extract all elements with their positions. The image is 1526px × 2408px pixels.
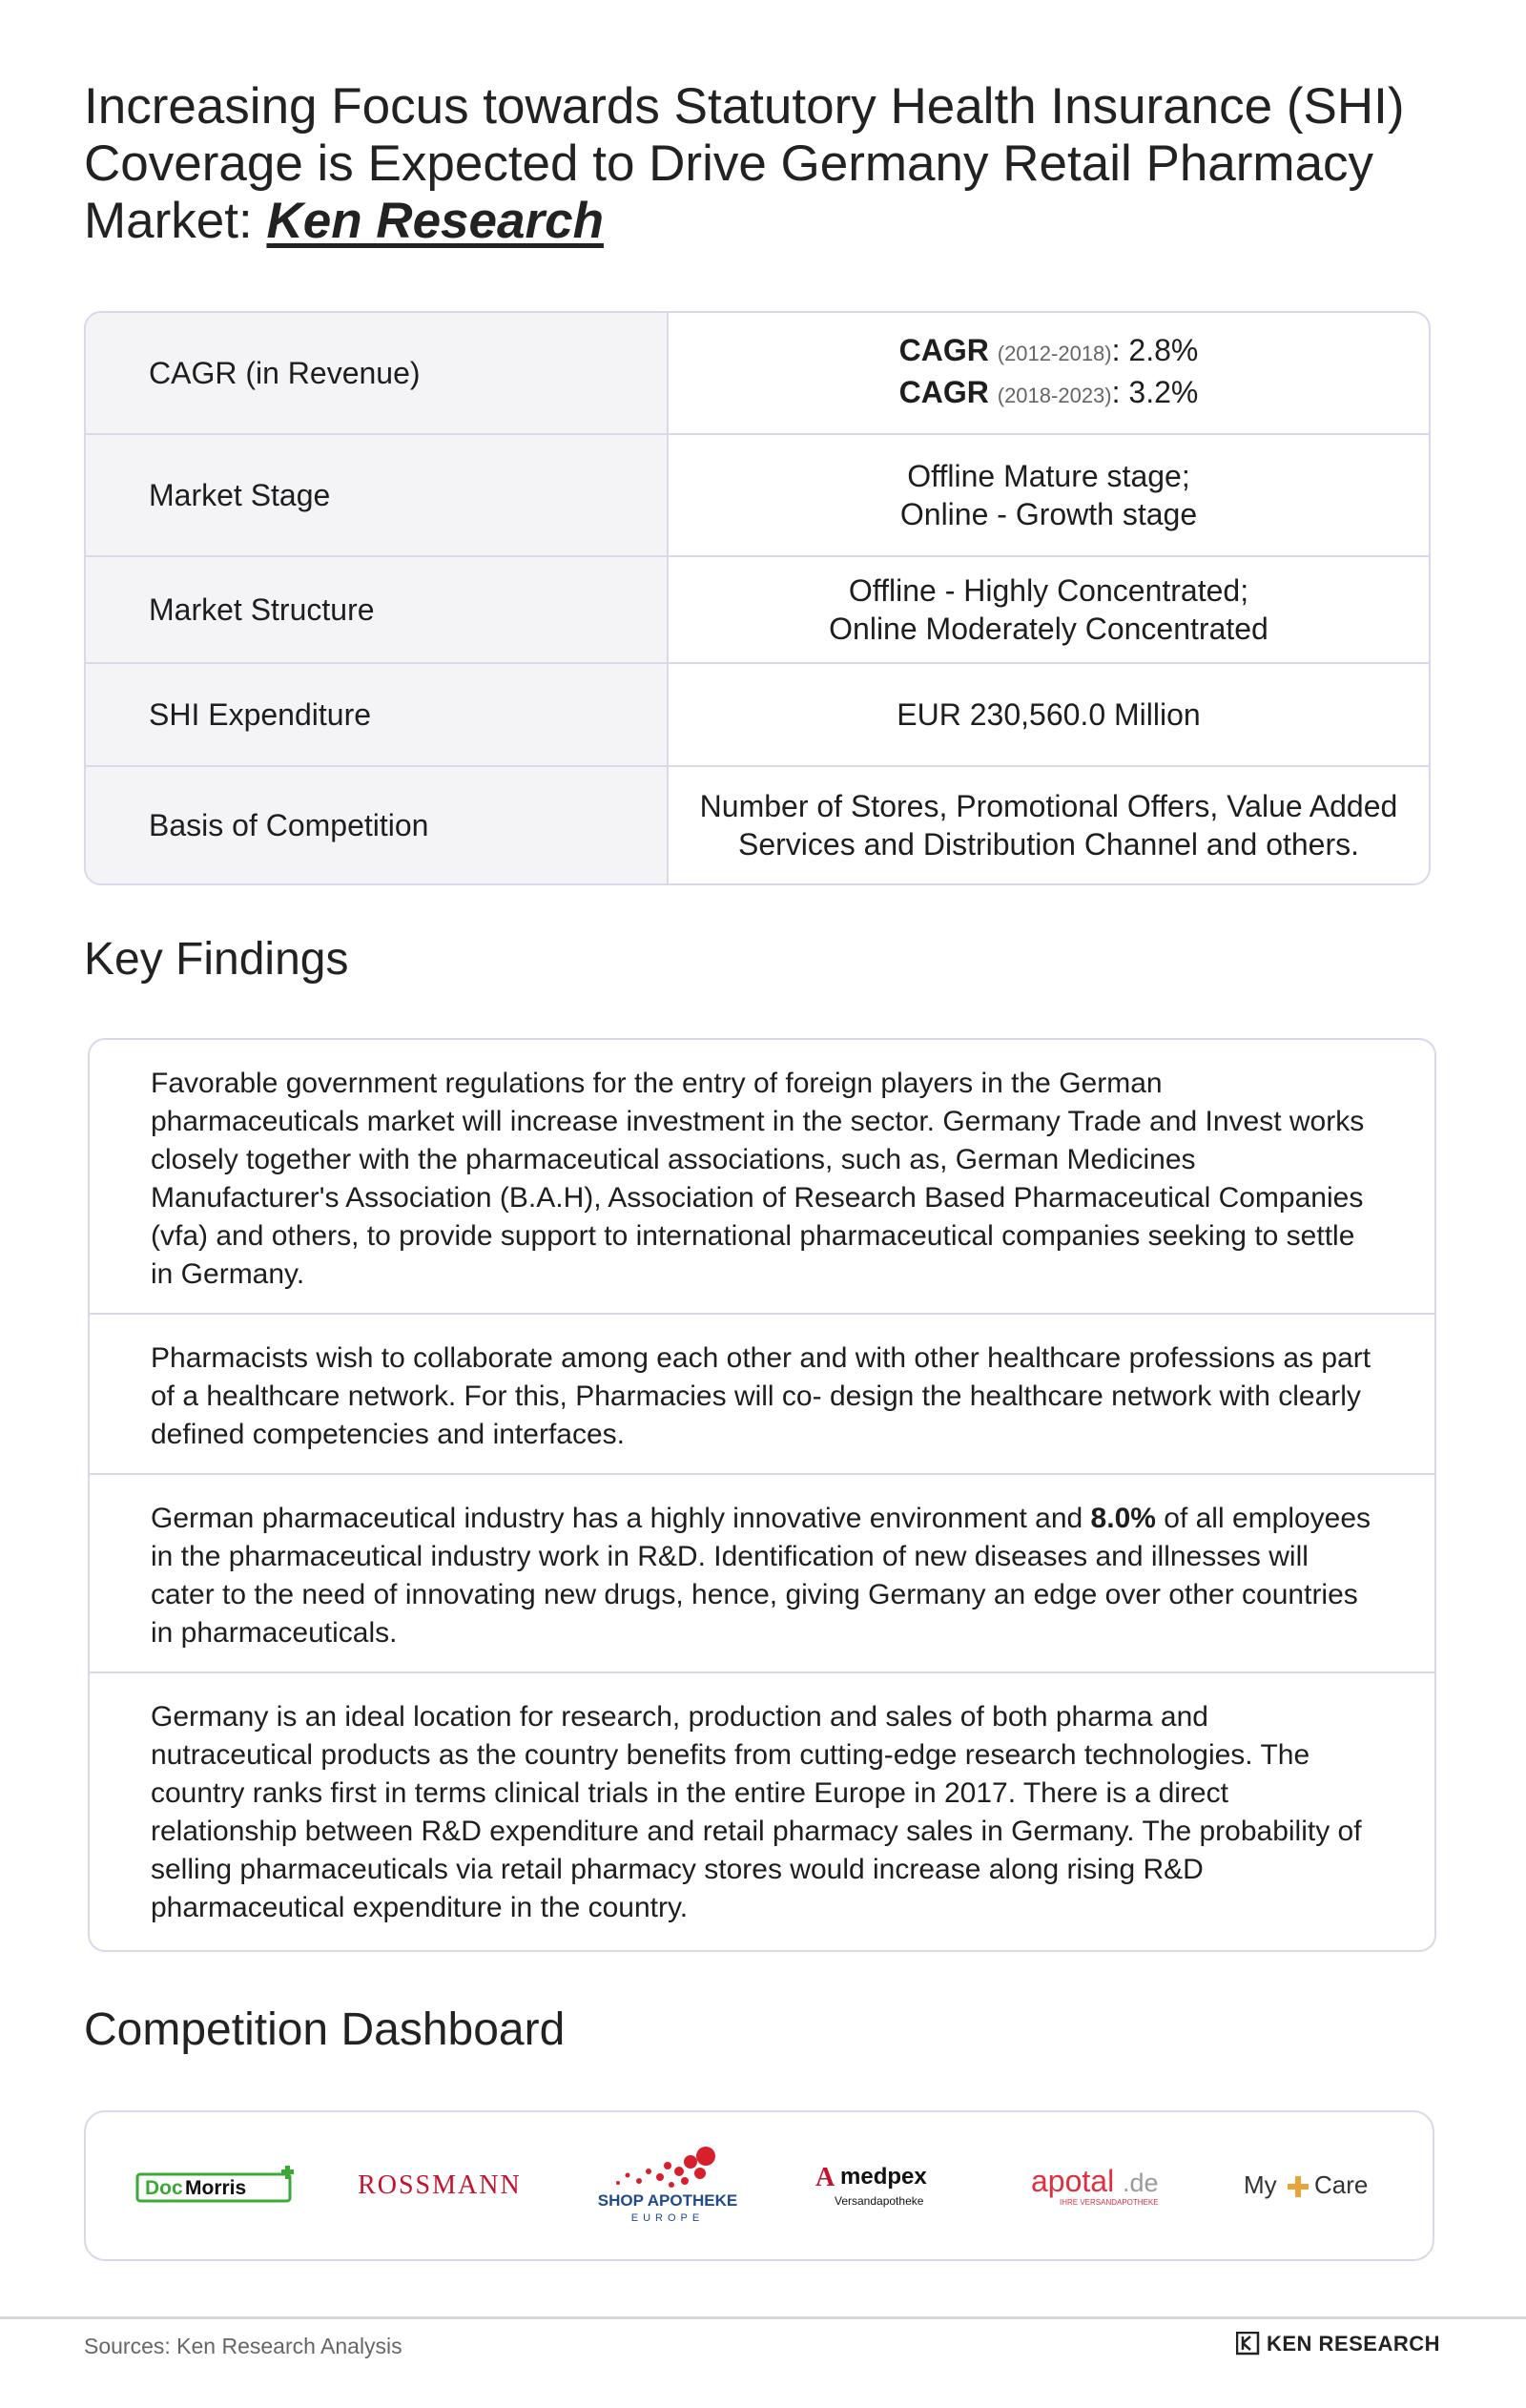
finding-item: Favorable government regulations for the entry of foreign players in the German pharmaceuticals market will increase investment in the sector. Germany Trade and Invest works closely together with the pharmaceutical associations, such as, German Medicines Manufacturer's Association (B.A.H), Association of Research Based Pharmaceutical Companies (vfa) and others, to provide support to international pharmaceutical companies seeking to settle in Germany.: [90, 1040, 1434, 1315]
ken-research-logo: KEN RESEARCH: [1236, 2332, 1440, 2356]
finding-item: Pharmacists wish to collaborate among each other and with other healthcare professions as part of a healthcare network. For this, Pharmacies will co- design the healthcare network with clearly defined competencies and interfaces.: [90, 1315, 1434, 1475]
summary-label: Market Stage: [86, 435, 669, 555]
summary-row-cagr: [86, 313, 1429, 435]
finding-item: Germany is an ideal location for research, production and sales of both pharma and nutraceutical products as the country benefits from cutting-edge research technologies. The country ranks first in terms clinical trials in the entire Europe in 2017. There is a direct relationship between R&D expenditure and retail pharmacy sales in Germany. The probability of selling pharmaceuticals via retail pharmacy stores would increase along rising R&D pharmaceutical expenditure in the country.: [151, 1701, 1362, 1923]
mycare-logo: [1240, 2165, 1383, 2207]
svg-text:apotal: apotal: [1030, 2164, 1115, 2198]
svg-text:.de: .de: [1122, 2169, 1159, 2197]
cagr-line-1: CAGR (2012-2018): 2.8%: [898, 333, 1199, 367]
summary-value: Offline - Highly Concentrated; Online Moderately Concentrated: [829, 573, 1268, 646]
svg-text:SHOP APOTHEKE: SHOP APOTHEKE: [597, 2191, 738, 2210]
key-findings-list: [88, 1038, 1436, 1952]
summary-row-market-stage: [86, 435, 1429, 557]
finding-item: German pharmaceutical industry has a highly innovative environment and 8.0% of all employees in the pharmaceutical industry work in R&D. Identification of new diseases and illnesses will cater to the need of innovating new drugs, hence, giving Germany an edge over other countries in pharmaceuticals.: [90, 1475, 1434, 1673]
page-title: [84, 78, 1457, 250]
svg-text:medpex: medpex: [840, 2164, 928, 2190]
svg-text:IHRE VERSANDAPOTHEKE: IHRE VERSANDAPOTHEKE: [1059, 2198, 1159, 2207]
summary-label: Basis of Competition: [86, 767, 669, 883]
competitor-logos: [84, 2110, 1434, 2261]
svg-text:Care: Care: [1314, 2170, 1369, 2199]
summary-row-market-structure: [86, 557, 1429, 664]
title-main: Increasing Focus towards Statutory Health Insurance (SHI) Coverage is Expected to Drive Germany Retail Pharmacy Market:: [84, 78, 1405, 249]
svg-text:EUROPE: EUROPE: [630, 2212, 705, 2224]
sources-note: Sources: Ken Research Analysis: [84, 2334, 402, 2358]
medpex-logo: [814, 2157, 966, 2214]
summary-label: CAGR (in Revenue): [86, 313, 669, 433]
rossmann-logo: ROSSMANN: [358, 2170, 522, 2200]
ken-research-mark-icon: [1236, 2332, 1261, 2356]
cagr-line-2: CAGR (2018-2023): 3.2%: [898, 375, 1199, 409]
docmorris-text-a: Doc: [144, 2177, 183, 2199]
summary-value: EUR 230,560.0 Million: [897, 697, 1201, 732]
summary-label: Market Structure: [86, 557, 669, 662]
summary-value: Number of Stores, Promotional Offers, Value Added Services and Distribution Channel and others.: [699, 789, 1398, 861]
competition-dashboard-heading: Competition Dashboard: [84, 2004, 566, 2055]
svg-text:A: A: [815, 2163, 835, 2192]
summary-row-basis-of-competition: [86, 767, 1429, 883]
key-findings-heading: Key Findings: [84, 934, 349, 985]
svg-text:Versandapotheke: Versandapotheke: [835, 2194, 924, 2208]
summary-label: SHI Expenditure: [86, 664, 669, 765]
summary-value: [669, 313, 1429, 433]
footer-divider: [0, 2316, 1526, 2319]
apotal-logo: [1027, 2159, 1180, 2212]
finding-highlight: 8.0%: [1090, 1503, 1156, 1534]
summary-row-shi-expenditure: [86, 664, 1429, 767]
title-brand-link[interactable]: Ken Research: [266, 193, 604, 249]
summary-value: Offline Mature stage; Online - Growth stage: [899, 459, 1198, 531]
docmorris-text-b: Morris: [184, 2177, 246, 2199]
docmorris-logo: [135, 2165, 298, 2207]
svg-text:My: My: [1244, 2170, 1277, 2199]
market-summary-table: [84, 311, 1431, 885]
shop-apotheke-logo: [582, 2145, 753, 2227]
